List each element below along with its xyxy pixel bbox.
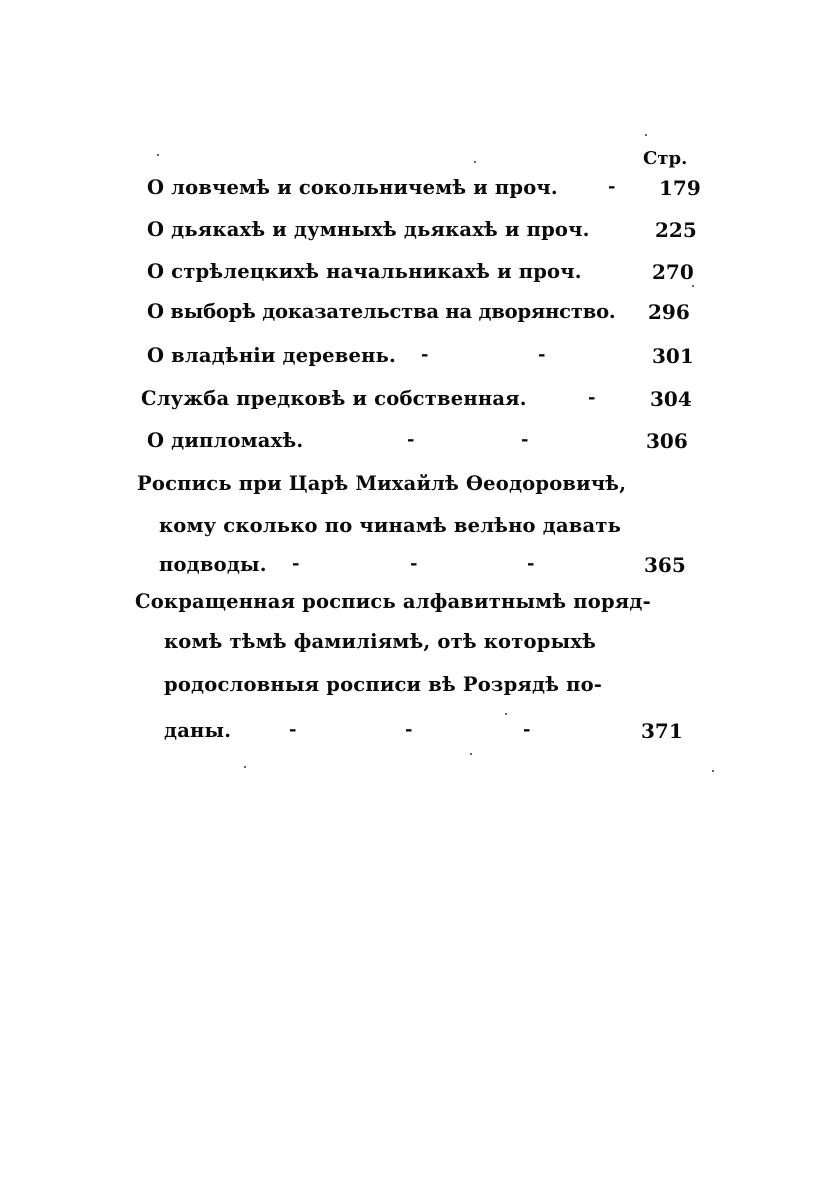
toc-entry-title: Служба предковѣ и собственная. [141, 387, 527, 410]
toc-entry-title-line: даны. [164, 719, 232, 742]
leader-dash: - [410, 553, 418, 574]
toc-entry-page: 179 [659, 176, 701, 200]
leader-dash: - [527, 553, 535, 574]
page-column-header: Стр. [643, 148, 688, 169]
leader-dash: - [608, 176, 616, 197]
leader-dash: - [407, 429, 415, 450]
leader-dash: - [521, 429, 529, 450]
toc-entry-title-line: родословныя росписи вѣ Розрядѣ по- [164, 673, 603, 696]
toc-entry-page: 270 [652, 260, 694, 284]
leader-dash: - [292, 553, 300, 574]
scan-speck [692, 285, 694, 287]
toc-entry-title-line: комѣ тѣмѣ фамиліямѣ, отѣ которыхѣ [164, 630, 597, 653]
leader-dash: - [588, 387, 596, 408]
toc-entry-page: 365 [644, 553, 686, 577]
leader-dash: - [538, 344, 546, 365]
toc-entry-title-line: Сокращенная роспись алфавитнымѣ поряд- [135, 590, 651, 613]
toc-entry-title-line: Роспись при Царѣ Михайлѣ Ѳеодоровичѣ, [137, 472, 627, 495]
toc-entry-page: 225 [655, 218, 697, 242]
leader-dash: - [523, 719, 531, 740]
scan-speck [474, 161, 476, 163]
toc-entry-title: О дьякахѣ и думныхѣ дьякахѣ и проч. [147, 218, 590, 241]
scan-speck [645, 134, 647, 136]
toc-entry-title: О стрѣлецкихѣ начальникахѣ и проч. [147, 260, 582, 283]
toc-entry-page: 296 [648, 300, 690, 324]
toc-entry-title-line: подводы. [159, 553, 267, 576]
scan-speck [505, 713, 507, 715]
leader-dash: - [421, 344, 429, 365]
toc-entry-title-line: кому сколько по чинамѣ велѣно давать [159, 514, 622, 537]
toc-entry-title: О дипломахѣ. [147, 429, 304, 452]
toc-entry-page: 301 [652, 344, 694, 368]
scan-speck [244, 766, 246, 768]
scan-speck [470, 753, 472, 755]
scan-speck [157, 154, 159, 156]
toc-entry-title: О ловчемѣ и сокольничемѣ и проч. [147, 176, 558, 199]
toc-entry-title: О владѣніи деревень. [147, 344, 397, 367]
leader-dash: - [289, 719, 297, 740]
scan-speck [712, 770, 714, 772]
toc-entry-page: 304 [650, 387, 692, 411]
toc-entry-title: О выборѣ доказательства на дворянство. [147, 300, 616, 323]
leader-dash: - [405, 719, 413, 740]
toc-entry-page: 371 [641, 719, 683, 743]
toc-entry-page: 306 [646, 429, 688, 453]
